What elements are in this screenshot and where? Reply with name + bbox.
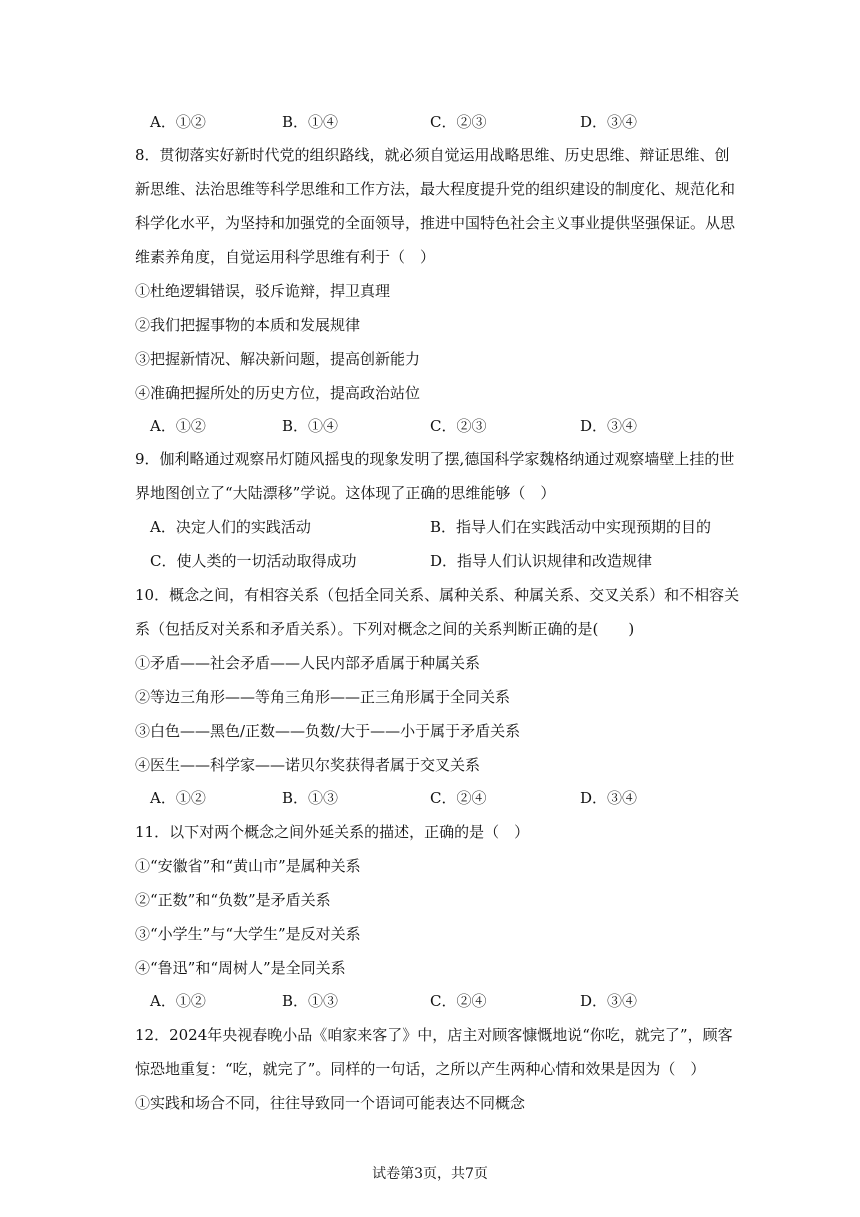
q11-option-d: D．③④ xyxy=(580,992,638,1010)
q11-stem-line: 11．以下对两个概念之间外延关系的描述，正确的是（ ） xyxy=(135,823,530,841)
q11-option-b: B．①③ xyxy=(282,992,339,1010)
q12-stem-line: 12．2024年央视春晚小品《咱家来客了》中，店主对顾客慷慨地说“你吃，就完了”，顾客 xyxy=(135,1026,733,1044)
q9-option-d: D．指导人们认识规律和改造规律 xyxy=(430,552,653,570)
q11-option-c: C．②④ xyxy=(430,992,487,1010)
q8-stem-line: 新思维、法治思维等科学思维和工作方法，最大程度提升党的组织建设的制度化、规范化和 xyxy=(135,180,736,198)
q10-option-a: A．①② xyxy=(150,789,206,807)
q11-item: ②“正数”和“负数”是矛盾关系 xyxy=(135,891,331,909)
q8-option-a: A．①② xyxy=(150,417,206,435)
q8-stem-line: 科学化水平，为坚持和加强党的全面领导，推进中国特色社会主义事业提供坚强保证。从思 xyxy=(135,214,736,232)
q10-option-b: B．①③ xyxy=(282,789,339,807)
page-footer: 试卷第3页，共7页 xyxy=(372,1166,488,1182)
q11-item: ④“鲁迅”和“周树人”是全同关系 xyxy=(135,959,346,977)
q8-option-b: B．①④ xyxy=(282,417,339,435)
q8-item: ②我们把握事物的本质和发展规律 xyxy=(135,316,361,334)
q8-stem-line: 8．贯彻落实好新时代党的组织路线，就必须自觉运用战略思维、历史思维、辩证思维、创 xyxy=(135,146,730,164)
q11-item: ①“安徽省”和“黄山市”是属种关系 xyxy=(135,857,361,875)
q10-stem-line: 10．概念之间，有相容关系（包括全同关系、属种关系、种属关系、交叉关系）和不相容关 xyxy=(135,586,740,604)
q8-item: ③把握新情况、解决新问题，提高创新能力 xyxy=(135,350,421,368)
q10-option-d: D．③④ xyxy=(580,789,638,807)
q10-item: ③白色——黑色/正数——负数/大于——小于属于矛盾关系 xyxy=(135,722,521,740)
q8-stem-line: 维素养角度，自觉运用科学思维有利于（ ） xyxy=(135,248,436,266)
q10-item: ①矛盾——社会矛盾——人民内部矛盾属于种属关系 xyxy=(135,654,481,672)
q9-stem-line: 界地图创立了“大陆漂移”学说。这体现了正确的思维能够（ ） xyxy=(135,484,556,502)
q12-item: ①实践和场合不同，往往导致同一个语词可能表达不同概念 xyxy=(135,1094,526,1112)
q11-option-a: A．①② xyxy=(150,992,206,1010)
q11-item: ③“小学生”与“大学生”是反对关系 xyxy=(135,925,361,943)
q8-item: ①杜绝逻辑错误，驳斥诡辩，捍卫真理 xyxy=(135,282,391,300)
q8-item: ④准确把握所处的历史方位，提高政治站位 xyxy=(135,384,421,402)
q10-item: ④医生——科学家——诺贝尔奖获得者属于交叉关系 xyxy=(135,756,481,774)
q9-option-c: C．使人类的一切活动取得成功 xyxy=(150,552,357,570)
q7-option-a: A．①② xyxy=(150,113,206,131)
q12-stem-line: 惊恐地重复：“吃，就完了”。同样的一句话，之所以产生两种心情和效果是因为（ ） xyxy=(135,1060,706,1078)
q9-option-a: A．决定人们的实践活动 xyxy=(150,518,311,536)
q10-item: ②等边三角形——等角三角形——正三角形属于全同关系 xyxy=(135,688,511,706)
q10-option-c: C．②④ xyxy=(430,789,487,807)
q8-option-c: C．②③ xyxy=(430,417,487,435)
q7-option-d: D．③④ xyxy=(580,113,638,131)
q8-option-d: D．③④ xyxy=(580,417,638,435)
q7-option-b: B．①④ xyxy=(282,113,339,131)
q10-stem-line: 系（包括反对关系和矛盾关系）。下列对概念之间的关系判断正确的是( ) xyxy=(135,620,635,638)
q7-option-c: C．②③ xyxy=(430,113,487,131)
q9-stem-line: 9．伽利略通过观察吊灯随风摇曳的现象发明了摆,德国科学家魏格纳通过观察墙壁上挂的世 xyxy=(135,450,735,468)
q9-option-b: B．指导人们在实践活动中实现预期的目的 xyxy=(430,518,712,536)
